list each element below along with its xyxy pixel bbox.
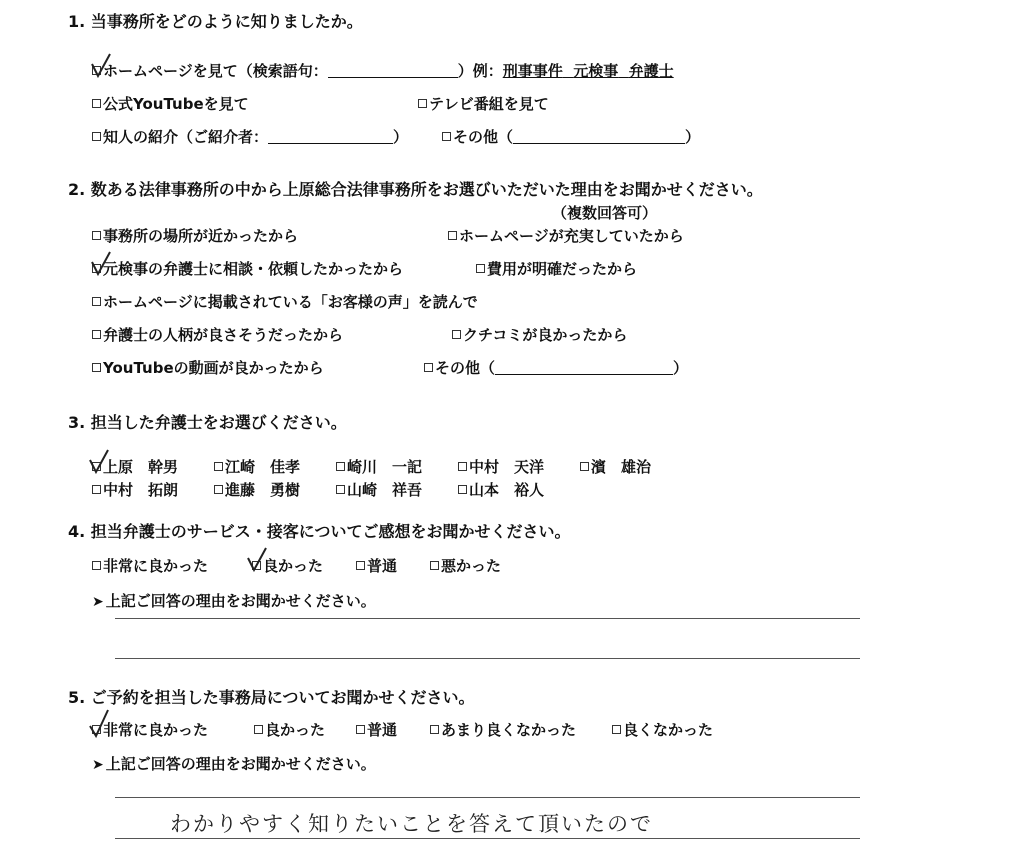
checkbox[interactable] xyxy=(92,561,101,570)
answer-line[interactable] xyxy=(115,838,860,839)
option-label: 費用が明確だったから xyxy=(487,260,638,278)
answer-line[interactable] xyxy=(115,618,860,619)
option-label: あまり良くなかった xyxy=(441,721,577,739)
checkbox[interactable] xyxy=(356,561,365,570)
q2-note: （複数回答可） xyxy=(552,204,658,222)
checkbox[interactable] xyxy=(430,725,439,734)
checkbox[interactable] xyxy=(580,462,589,471)
q4-option[interactable] xyxy=(92,556,208,576)
lawyer-name: 江崎 佳孝 xyxy=(225,458,301,476)
option-label: 元検事の弁護士に相談・依頼したかったから xyxy=(103,260,404,278)
q1-referral-option[interactable] xyxy=(92,127,408,147)
lawyer-name: 山崎 祥吾 xyxy=(347,481,423,499)
q5-option[interactable] xyxy=(356,720,397,740)
checkbox[interactable] xyxy=(442,132,451,141)
checkbox[interactable] xyxy=(356,725,365,734)
paren: ） xyxy=(393,128,409,146)
option-label: その他（ xyxy=(453,128,514,146)
q5-title: 5. ご予約を担当した事務局についてお聞かせください。 xyxy=(68,688,475,707)
q2-option[interactable] xyxy=(448,226,684,246)
checkbox[interactable] xyxy=(214,485,223,494)
lawyer-name: 濱 雄治 xyxy=(591,458,652,476)
q2-option-former-prosecutor[interactable] xyxy=(92,259,403,279)
q5-option[interactable] xyxy=(254,720,325,740)
q3-title: 3. 担当した弁護士をお選びください。 xyxy=(68,413,347,432)
checkbox[interactable] xyxy=(430,561,439,570)
option-label: クチコミが良かったから xyxy=(463,326,628,344)
checkbox[interactable] xyxy=(448,231,457,240)
lawyer-name: 崎川 一記 xyxy=(347,458,423,476)
option-label: テレビ番組を見て xyxy=(429,95,549,113)
example-term: 弁護士 xyxy=(628,62,674,80)
example-label: ）例： xyxy=(457,62,503,80)
checkbox[interactable] xyxy=(214,462,223,471)
option-label: 非常に良かった xyxy=(103,557,209,575)
checkbox[interactable] xyxy=(424,363,433,372)
arrow-icon: ➤ xyxy=(92,757,104,773)
option-label: 普通 xyxy=(367,721,398,739)
q1-tv-option[interactable] xyxy=(418,94,549,114)
checkbox[interactable] xyxy=(458,462,467,471)
option-label: ホームページに掲載されている「お客様の声」を読んで xyxy=(103,293,478,311)
checkbox[interactable] xyxy=(336,485,345,494)
q4-reason-prompt xyxy=(92,591,376,612)
q3-lawyer[interactable] xyxy=(214,457,300,477)
q4-option[interactable] xyxy=(356,556,397,576)
q2-option[interactable] xyxy=(92,358,324,378)
checkmark-icon xyxy=(88,450,112,476)
checkbox[interactable] xyxy=(92,132,101,141)
q2-option[interactable] xyxy=(92,292,478,312)
q2-option[interactable] xyxy=(92,226,298,246)
checkbox[interactable] xyxy=(336,462,345,471)
other-blank[interactable] xyxy=(513,128,685,144)
lawyer-name: 中村 天洋 xyxy=(469,458,545,476)
example-term: 刑事事件 xyxy=(502,62,563,80)
q5-option[interactable] xyxy=(612,720,713,740)
lawyer-name: 山本 裕人 xyxy=(469,481,545,499)
q3-lawyer[interactable] xyxy=(458,480,544,500)
q4-title: 4. 担当弁護士のサービス・接客についてご感想をお聞かせください。 xyxy=(68,522,571,541)
checkmark-icon xyxy=(90,54,114,80)
q4-option[interactable] xyxy=(430,556,501,576)
option-label: ホームページが充実していたから xyxy=(459,227,684,245)
search-term-blank[interactable] xyxy=(328,62,458,78)
q5-reason-prompt xyxy=(92,754,376,775)
checkbox[interactable] xyxy=(418,99,427,108)
option-label: 公式YouTubeを見て xyxy=(103,95,249,113)
answer-line[interactable] xyxy=(115,797,860,798)
paren: ） xyxy=(685,128,701,146)
option-label: 普通 xyxy=(367,557,398,575)
option-label: 良くなかった xyxy=(623,721,714,739)
option-label: 悪かった xyxy=(441,557,502,575)
q1-title: 1. 当事務所をどのように知りましたか。 xyxy=(68,12,363,31)
q2-option[interactable] xyxy=(92,325,343,345)
q2-option[interactable] xyxy=(452,325,627,345)
option-label: 知人の紹介（ご紹介者： xyxy=(103,128,269,146)
checkbox[interactable] xyxy=(92,99,101,108)
option-label: 事務所の場所が近かったから xyxy=(103,227,299,245)
q2-other-option[interactable] xyxy=(424,358,688,378)
lawyer-name: 進藤 勇樹 xyxy=(225,481,301,499)
checkbox[interactable] xyxy=(92,363,101,372)
other-blank[interactable] xyxy=(495,359,673,375)
q3-lawyer[interactable] xyxy=(214,480,300,500)
q2-option[interactable] xyxy=(476,259,637,279)
answer-line[interactable] xyxy=(115,658,860,659)
checkbox[interactable] xyxy=(476,264,485,273)
checkbox[interactable] xyxy=(458,485,467,494)
option-label: YouTubeの動画が良かったから xyxy=(103,359,324,377)
q1-youtube-option[interactable] xyxy=(92,94,249,114)
checkbox[interactable] xyxy=(92,297,101,306)
checkmark-icon xyxy=(88,710,112,736)
arrow-icon: ➤ xyxy=(92,594,104,610)
checkbox[interactable] xyxy=(92,330,101,339)
q3-lawyer[interactable] xyxy=(92,480,178,500)
lawyer-name: 上原 幹男 xyxy=(103,458,179,476)
prompt-text: 上記ご回答の理由をお聞かせください。 xyxy=(105,755,376,773)
lawyer-name: 中村 拓朗 xyxy=(103,481,179,499)
checkbox[interactable] xyxy=(254,725,263,734)
example-term: 元検事 xyxy=(573,62,619,80)
checkbox[interactable] xyxy=(92,485,101,494)
checkbox[interactable] xyxy=(452,330,461,339)
referrer-blank[interactable] xyxy=(268,128,393,144)
checkmark-icon xyxy=(90,252,114,278)
checkbox[interactable] xyxy=(92,231,101,240)
q1-other-option[interactable] xyxy=(442,127,700,147)
option-label: 非常に良かった xyxy=(103,721,209,739)
q3-lawyer[interactable] xyxy=(580,457,651,477)
option-label: ホームページを見て（検索語句： xyxy=(103,62,328,80)
paren: ） xyxy=(673,359,689,377)
option-label: 良かった xyxy=(265,721,326,739)
q3-lawyer[interactable] xyxy=(336,457,422,477)
q2-title: 2. 数ある法律事務所の中から上原総合法律事務所をお選びいただいた理由をお聞かせください。 xyxy=(68,180,763,199)
q3-lawyer[interactable] xyxy=(458,457,544,477)
checkmark-icon xyxy=(246,548,270,574)
option-label: 良かった xyxy=(263,557,324,575)
option-label: その他（ xyxy=(435,359,496,377)
q5-option[interactable] xyxy=(430,720,576,740)
handwritten-answer: わかりやすく知りたいことを答えて頂いたので xyxy=(170,812,653,836)
prompt-text: 上記ご回答の理由をお聞かせください。 xyxy=(105,592,376,610)
q3-lawyer[interactable] xyxy=(336,480,422,500)
option-label: 弁護士の人柄が良さそうだったから xyxy=(103,326,344,344)
checkbox[interactable] xyxy=(612,725,621,734)
q1-homepage-option[interactable] xyxy=(92,61,674,81)
